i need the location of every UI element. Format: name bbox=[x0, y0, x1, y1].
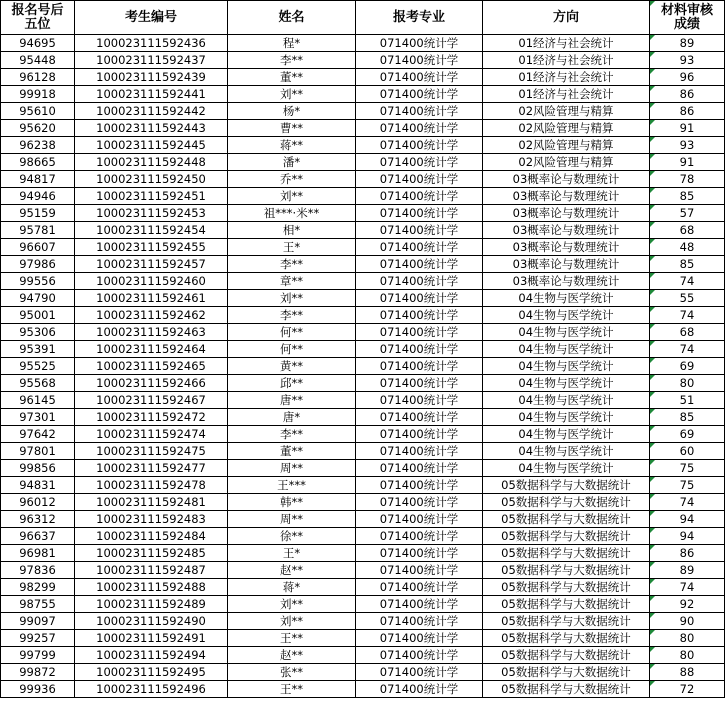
cell-name: 王* bbox=[228, 239, 356, 256]
header-registration-suffix: 报名号后 五位 bbox=[1, 1, 75, 35]
cell-direction: 01经济与社会统计 bbox=[483, 86, 650, 103]
cell-major: 071400统计学 bbox=[356, 511, 483, 528]
cell-registration-suffix: 94946 bbox=[1, 188, 75, 205]
cell-registration-suffix: 98755 bbox=[1, 596, 75, 613]
cell-registration-suffix: 99918 bbox=[1, 86, 75, 103]
cell-registration-suffix: 96312 bbox=[1, 511, 75, 528]
cell-candidate-id: 100023111592451 bbox=[75, 188, 228, 205]
cell-review-score: 94 bbox=[650, 528, 725, 545]
cell-direction: 04生物与医学统计 bbox=[483, 426, 650, 443]
cell-major: 071400统计学 bbox=[356, 562, 483, 579]
cell-candidate-id: 100023111592460 bbox=[75, 273, 228, 290]
cell-registration-suffix: 95159 bbox=[1, 205, 75, 222]
cell-direction: 05数据科学与大数据统计 bbox=[483, 477, 650, 494]
cell-registration-suffix: 99799 bbox=[1, 647, 75, 664]
cell-direction: 02风险管理与精算 bbox=[483, 137, 650, 154]
cell-direction: 04生物与医学统计 bbox=[483, 324, 650, 341]
cell-candidate-id: 100023111592464 bbox=[75, 341, 228, 358]
cell-direction: 05数据科学与大数据统计 bbox=[483, 664, 650, 681]
table-row bbox=[1, 477, 725, 494]
cell-review-score: 72 bbox=[650, 681, 725, 698]
cell-review-score: 75 bbox=[650, 460, 725, 477]
cell-review-score: 78 bbox=[650, 171, 725, 188]
cell-name: 相* bbox=[228, 222, 356, 239]
cell-name: 唐* bbox=[228, 409, 356, 426]
cell-candidate-id: 100023111592488 bbox=[75, 579, 228, 596]
cell-major: 071400统计学 bbox=[356, 52, 483, 69]
table-row bbox=[1, 681, 725, 698]
cell-candidate-id: 100023111592437 bbox=[75, 52, 228, 69]
cell-major: 071400统计学 bbox=[356, 324, 483, 341]
cell-direction: 02风险管理与精算 bbox=[483, 120, 650, 137]
cell-major: 071400统计学 bbox=[356, 647, 483, 664]
cell-direction: 05数据科学与大数据统计 bbox=[483, 681, 650, 698]
cell-direction: 03概率论与数理统计 bbox=[483, 171, 650, 188]
cell-review-score: 86 bbox=[650, 103, 725, 120]
cell-major: 071400统计学 bbox=[356, 239, 483, 256]
cell-major: 071400统计学 bbox=[356, 171, 483, 188]
cell-review-score: 89 bbox=[650, 35, 725, 52]
cell-name: 刘** bbox=[228, 188, 356, 205]
cell-registration-suffix: 99936 bbox=[1, 681, 75, 698]
cell-registration-suffix: 98299 bbox=[1, 579, 75, 596]
header-direction: 方向 bbox=[483, 1, 650, 35]
table-row bbox=[1, 358, 725, 375]
cell-review-score: 74 bbox=[650, 341, 725, 358]
cell-direction: 05数据科学与大数据统计 bbox=[483, 528, 650, 545]
table-row bbox=[1, 222, 725, 239]
cell-major: 071400统计学 bbox=[356, 528, 483, 545]
cell-candidate-id: 100023111592489 bbox=[75, 596, 228, 613]
cell-direction: 02风险管理与精算 bbox=[483, 154, 650, 171]
cell-direction: 04生物与医学统计 bbox=[483, 290, 650, 307]
cell-registration-suffix: 94831 bbox=[1, 477, 75, 494]
cell-candidate-id: 100023111592466 bbox=[75, 375, 228, 392]
cell-candidate-id: 100023111592474 bbox=[75, 426, 228, 443]
cell-registration-suffix: 94817 bbox=[1, 171, 75, 188]
cell-candidate-id: 100023111592441 bbox=[75, 86, 228, 103]
cell-direction: 01经济与社会统计 bbox=[483, 52, 650, 69]
cell-review-score: 57 bbox=[650, 205, 725, 222]
cell-direction: 05数据科学与大数据统计 bbox=[483, 545, 650, 562]
table-row bbox=[1, 256, 725, 273]
cell-direction: 01经济与社会统计 bbox=[483, 69, 650, 86]
cell-major: 071400统计学 bbox=[356, 392, 483, 409]
cell-name: 董** bbox=[228, 69, 356, 86]
table-row bbox=[1, 630, 725, 647]
cell-direction: 05数据科学与大数据统计 bbox=[483, 511, 650, 528]
cell-major: 071400统计学 bbox=[356, 681, 483, 698]
cell-major: 071400统计学 bbox=[356, 613, 483, 630]
cell-registration-suffix: 95306 bbox=[1, 324, 75, 341]
cell-candidate-id: 100023111592472 bbox=[75, 409, 228, 426]
cell-review-score: 80 bbox=[650, 375, 725, 392]
cell-major: 071400统计学 bbox=[356, 477, 483, 494]
header-name: 姓名 bbox=[228, 1, 356, 35]
cell-name: 周** bbox=[228, 511, 356, 528]
cell-direction: 04生物与医学统计 bbox=[483, 307, 650, 324]
cell-review-score: 74 bbox=[650, 494, 725, 511]
cell-major: 071400统计学 bbox=[356, 630, 483, 647]
cell-direction: 03概率论与数理统计 bbox=[483, 273, 650, 290]
cell-candidate-id: 100023111592490 bbox=[75, 613, 228, 630]
cell-registration-suffix: 97301 bbox=[1, 409, 75, 426]
table-row bbox=[1, 239, 725, 256]
cell-major: 071400统计学 bbox=[356, 120, 483, 137]
cell-review-score: 69 bbox=[650, 426, 725, 443]
cell-name: 祖***·米** bbox=[228, 205, 356, 222]
table-row bbox=[1, 290, 725, 307]
cell-review-score: 86 bbox=[650, 545, 725, 562]
cell-registration-suffix: 96607 bbox=[1, 239, 75, 256]
cell-registration-suffix: 96128 bbox=[1, 69, 75, 86]
header-row bbox=[1, 1, 725, 35]
cell-name: 曹** bbox=[228, 120, 356, 137]
header-major: 报考专业 bbox=[356, 1, 483, 35]
cell-name: 刘** bbox=[228, 596, 356, 613]
cell-review-score: 86 bbox=[650, 86, 725, 103]
cell-major: 071400统计学 bbox=[356, 290, 483, 307]
cell-direction: 05数据科学与大数据统计 bbox=[483, 494, 650, 511]
cell-direction: 04生物与医学统计 bbox=[483, 460, 650, 477]
table-row bbox=[1, 52, 725, 69]
table-row bbox=[1, 324, 725, 341]
cell-candidate-id: 100023111592463 bbox=[75, 324, 228, 341]
cell-direction: 03概率论与数理统计 bbox=[483, 205, 650, 222]
cell-direction: 03概率论与数理统计 bbox=[483, 222, 650, 239]
cell-direction: 03概率论与数理统计 bbox=[483, 188, 650, 205]
cell-major: 071400统计学 bbox=[356, 341, 483, 358]
cell-registration-suffix: 96981 bbox=[1, 545, 75, 562]
cell-name: 何** bbox=[228, 324, 356, 341]
cell-name: 李** bbox=[228, 307, 356, 324]
table-row bbox=[1, 460, 725, 477]
cell-candidate-id: 100023111592485 bbox=[75, 545, 228, 562]
cell-name: 李** bbox=[228, 52, 356, 69]
cell-candidate-id: 100023111592481 bbox=[75, 494, 228, 511]
cell-registration-suffix: 99856 bbox=[1, 460, 75, 477]
cell-candidate-id: 100023111592478 bbox=[75, 477, 228, 494]
table-row bbox=[1, 426, 725, 443]
cell-review-score: 80 bbox=[650, 630, 725, 647]
cell-review-score: 74 bbox=[650, 273, 725, 290]
cell-candidate-id: 100023111592477 bbox=[75, 460, 228, 477]
cell-name: 程* bbox=[228, 35, 356, 52]
cell-name: 李** bbox=[228, 426, 356, 443]
cell-review-score: 91 bbox=[650, 154, 725, 171]
cell-candidate-id: 100023111592487 bbox=[75, 562, 228, 579]
table-row bbox=[1, 103, 725, 120]
cell-candidate-id: 100023111592457 bbox=[75, 256, 228, 273]
table-row bbox=[1, 664, 725, 681]
cell-name: 张** bbox=[228, 664, 356, 681]
cell-candidate-id: 100023111592483 bbox=[75, 511, 228, 528]
cell-direction: 04生物与医学统计 bbox=[483, 358, 650, 375]
cell-name: 何** bbox=[228, 341, 356, 358]
cell-major: 071400统计学 bbox=[356, 307, 483, 324]
cell-review-score: 74 bbox=[650, 307, 725, 324]
table-header bbox=[1, 1, 725, 35]
cell-candidate-id: 100023111592496 bbox=[75, 681, 228, 698]
cell-review-score: 69 bbox=[650, 358, 725, 375]
cell-major: 071400统计学 bbox=[356, 154, 483, 171]
cell-registration-suffix: 97642 bbox=[1, 426, 75, 443]
cell-major: 071400统计学 bbox=[356, 579, 483, 596]
cell-direction: 02风险管理与精算 bbox=[483, 103, 650, 120]
cell-review-score: 48 bbox=[650, 239, 725, 256]
table-row bbox=[1, 494, 725, 511]
cell-direction: 04生物与医学统计 bbox=[483, 375, 650, 392]
table-row bbox=[1, 341, 725, 358]
cell-review-score: 74 bbox=[650, 579, 725, 596]
cell-candidate-id: 100023111592436 bbox=[75, 35, 228, 52]
cell-major: 071400统计学 bbox=[356, 222, 483, 239]
cell-name: 刘** bbox=[228, 290, 356, 307]
cell-candidate-id: 100023111592494 bbox=[75, 647, 228, 664]
table-row bbox=[1, 375, 725, 392]
cell-major: 071400统计学 bbox=[356, 358, 483, 375]
table-row bbox=[1, 579, 725, 596]
cell-review-score: 75 bbox=[650, 477, 725, 494]
cell-review-score: 92 bbox=[650, 596, 725, 613]
cell-registration-suffix: 95781 bbox=[1, 222, 75, 239]
cell-registration-suffix: 95610 bbox=[1, 103, 75, 120]
cell-registration-suffix: 95620 bbox=[1, 120, 75, 137]
cell-name: 刘** bbox=[228, 86, 356, 103]
cell-major: 071400统计学 bbox=[356, 596, 483, 613]
cell-registration-suffix: 96012 bbox=[1, 494, 75, 511]
cell-direction: 05数据科学与大数据统计 bbox=[483, 596, 650, 613]
cell-candidate-id: 100023111592495 bbox=[75, 664, 228, 681]
cell-registration-suffix: 95391 bbox=[1, 341, 75, 358]
table-row bbox=[1, 188, 725, 205]
cell-candidate-id: 100023111592462 bbox=[75, 307, 228, 324]
cell-direction: 03概率论与数理统计 bbox=[483, 256, 650, 273]
cell-review-score: 80 bbox=[650, 647, 725, 664]
cell-review-score: 96 bbox=[650, 69, 725, 86]
table-row bbox=[1, 443, 725, 460]
cell-registration-suffix: 95448 bbox=[1, 52, 75, 69]
cell-major: 071400统计学 bbox=[356, 664, 483, 681]
cell-registration-suffix: 99872 bbox=[1, 664, 75, 681]
header-candidate-id: 考生编号 bbox=[75, 1, 228, 35]
cell-major: 071400统计学 bbox=[356, 205, 483, 222]
cell-major: 071400统计学 bbox=[356, 103, 483, 120]
cell-direction: 05数据科学与大数据统计 bbox=[483, 630, 650, 647]
cell-major: 071400统计学 bbox=[356, 69, 483, 86]
cell-direction: 05数据科学与大数据统计 bbox=[483, 562, 650, 579]
table-row bbox=[1, 613, 725, 630]
cell-direction: 04生物与医学统计 bbox=[483, 392, 650, 409]
cell-registration-suffix: 94790 bbox=[1, 290, 75, 307]
cell-registration-suffix: 97836 bbox=[1, 562, 75, 579]
cell-direction: 05数据科学与大数据统计 bbox=[483, 647, 650, 664]
cell-registration-suffix: 95001 bbox=[1, 307, 75, 324]
cell-candidate-id: 100023111592445 bbox=[75, 137, 228, 154]
cell-name: 周** bbox=[228, 460, 356, 477]
cell-major: 071400统计学 bbox=[356, 35, 483, 52]
cell-review-score: 68 bbox=[650, 324, 725, 341]
cell-name: 王*** bbox=[228, 477, 356, 494]
cell-candidate-id: 100023111592455 bbox=[75, 239, 228, 256]
cell-major: 071400统计学 bbox=[356, 443, 483, 460]
cell-registration-suffix: 96238 bbox=[1, 137, 75, 154]
cell-name: 潘* bbox=[228, 154, 356, 171]
cell-registration-suffix: 99257 bbox=[1, 630, 75, 647]
cell-name: 黄** bbox=[228, 358, 356, 375]
cell-review-score: 85 bbox=[650, 409, 725, 426]
table-row bbox=[1, 562, 725, 579]
cell-name: 杨* bbox=[228, 103, 356, 120]
table-body bbox=[1, 35, 725, 698]
cell-candidate-id: 100023111592475 bbox=[75, 443, 228, 460]
cell-name: 赵** bbox=[228, 647, 356, 664]
cell-direction: 05数据科学与大数据统计 bbox=[483, 613, 650, 630]
cell-name: 王* bbox=[228, 545, 356, 562]
cell-candidate-id: 100023111592467 bbox=[75, 392, 228, 409]
cell-review-score: 85 bbox=[650, 256, 725, 273]
cell-name: 邱** bbox=[228, 375, 356, 392]
cell-major: 071400统计学 bbox=[356, 137, 483, 154]
cell-candidate-id: 100023111592443 bbox=[75, 120, 228, 137]
cell-candidate-id: 100023111592461 bbox=[75, 290, 228, 307]
table-row bbox=[1, 120, 725, 137]
table-row bbox=[1, 596, 725, 613]
table-row bbox=[1, 545, 725, 562]
table-row bbox=[1, 69, 725, 86]
cell-candidate-id: 100023111592465 bbox=[75, 358, 228, 375]
cell-candidate-id: 100023111592450 bbox=[75, 171, 228, 188]
cell-name: 唐** bbox=[228, 392, 356, 409]
header-review-score: 材料审核 成绩 bbox=[650, 1, 725, 35]
cell-registration-suffix: 97801 bbox=[1, 443, 75, 460]
cell-candidate-id: 100023111592491 bbox=[75, 630, 228, 647]
cell-direction: 01经济与社会统计 bbox=[483, 35, 650, 52]
cell-major: 071400统计学 bbox=[356, 409, 483, 426]
cell-candidate-id: 100023111592439 bbox=[75, 69, 228, 86]
cell-registration-suffix: 95568 bbox=[1, 375, 75, 392]
cell-name: 章** bbox=[228, 273, 356, 290]
cell-direction: 05数据科学与大数据统计 bbox=[483, 579, 650, 596]
table-row bbox=[1, 409, 725, 426]
table-row bbox=[1, 35, 725, 52]
cell-major: 071400统计学 bbox=[356, 545, 483, 562]
cell-major: 071400统计学 bbox=[356, 86, 483, 103]
cell-direction: 04生物与医学统计 bbox=[483, 443, 650, 460]
table-row bbox=[1, 273, 725, 290]
cell-candidate-id: 100023111592448 bbox=[75, 154, 228, 171]
table-row bbox=[1, 307, 725, 324]
table-row bbox=[1, 137, 725, 154]
cell-review-score: 85 bbox=[650, 188, 725, 205]
cell-direction: 04生物与医学统计 bbox=[483, 409, 650, 426]
cell-major: 071400统计学 bbox=[356, 375, 483, 392]
cell-name: 乔** bbox=[228, 171, 356, 188]
cell-review-score: 68 bbox=[650, 222, 725, 239]
cell-name: 王** bbox=[228, 681, 356, 698]
table-row bbox=[1, 154, 725, 171]
cell-review-score: 89 bbox=[650, 562, 725, 579]
cell-review-score: 91 bbox=[650, 120, 725, 137]
cell-name: 李** bbox=[228, 256, 356, 273]
cell-major: 071400统计学 bbox=[356, 188, 483, 205]
cell-direction: 03概率论与数理统计 bbox=[483, 239, 650, 256]
cell-direction: 04生物与医学统计 bbox=[483, 341, 650, 358]
cell-major: 071400统计学 bbox=[356, 273, 483, 290]
cell-registration-suffix: 99097 bbox=[1, 613, 75, 630]
cell-name: 韩** bbox=[228, 494, 356, 511]
table-row bbox=[1, 511, 725, 528]
cell-major: 071400统计学 bbox=[356, 460, 483, 477]
cell-candidate-id: 100023111592453 bbox=[75, 205, 228, 222]
cell-review-score: 93 bbox=[650, 137, 725, 154]
cell-review-score: 94 bbox=[650, 511, 725, 528]
cell-registration-suffix: 97986 bbox=[1, 256, 75, 273]
cell-major: 071400统计学 bbox=[356, 494, 483, 511]
cell-major: 071400统计学 bbox=[356, 426, 483, 443]
cell-name: 蒋* bbox=[228, 579, 356, 596]
cell-candidate-id: 100023111592442 bbox=[75, 103, 228, 120]
cell-registration-suffix: 95525 bbox=[1, 358, 75, 375]
cell-candidate-id: 100023111592454 bbox=[75, 222, 228, 239]
cell-review-score: 93 bbox=[650, 52, 725, 69]
table-row bbox=[1, 205, 725, 222]
cell-registration-suffix: 99556 bbox=[1, 273, 75, 290]
cell-candidate-id: 100023111592484 bbox=[75, 528, 228, 545]
cell-review-score: 55 bbox=[650, 290, 725, 307]
table-row bbox=[1, 86, 725, 103]
cell-review-score: 90 bbox=[650, 613, 725, 630]
cell-major: 071400统计学 bbox=[356, 256, 483, 273]
cell-registration-suffix: 94695 bbox=[1, 35, 75, 52]
cell-registration-suffix: 96637 bbox=[1, 528, 75, 545]
cell-name: 刘** bbox=[228, 613, 356, 630]
cell-review-score: 60 bbox=[650, 443, 725, 460]
cell-registration-suffix: 96145 bbox=[1, 392, 75, 409]
table-row bbox=[1, 528, 725, 545]
table-row bbox=[1, 392, 725, 409]
cell-name: 徐** bbox=[228, 528, 356, 545]
cell-name: 董** bbox=[228, 443, 356, 460]
cell-name: 王** bbox=[228, 630, 356, 647]
table-row bbox=[1, 171, 725, 188]
table-row bbox=[1, 647, 725, 664]
cell-name: 赵** bbox=[228, 562, 356, 579]
cell-name: 蒋** bbox=[228, 137, 356, 154]
cell-review-score: 51 bbox=[650, 392, 725, 409]
cell-review-score: 88 bbox=[650, 664, 725, 681]
cell-registration-suffix: 98665 bbox=[1, 154, 75, 171]
